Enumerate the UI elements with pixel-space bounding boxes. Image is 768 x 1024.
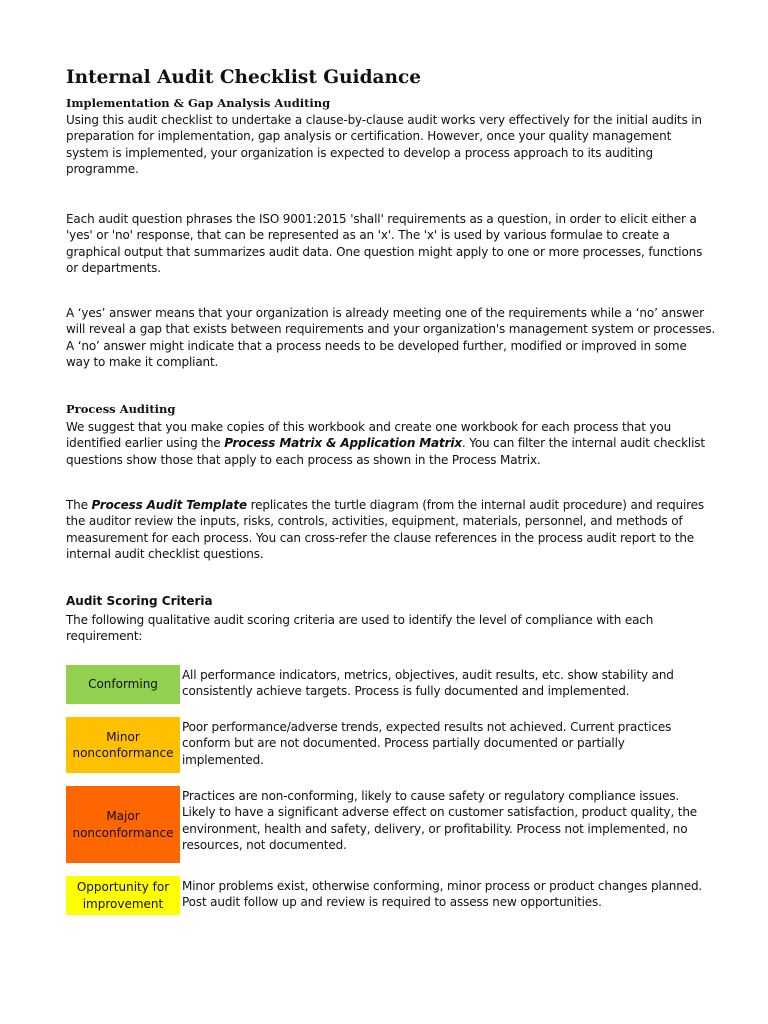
text-line: programme. [66, 162, 139, 177]
paragraph-implementation-2 [66, 211, 706, 277]
section-heading-audit-scoring: Audit Scoring Criteria [66, 594, 213, 608]
criterion-label-box [66, 665, 180, 704]
text-line: Practices are non-conforming, likely to cause safety or regulatory compliance issues. [182, 789, 680, 803]
text-segment: identified earlier using the [66, 436, 225, 451]
criterion-description [182, 878, 712, 911]
criterion-label-box [66, 717, 180, 773]
text-line: internal audit checklist questions. [66, 547, 264, 562]
criterion-description [182, 667, 712, 700]
text-line: Minor problems exist, otherwise conforming, minor process or product changes planned. [182, 879, 703, 893]
text-line: or departments. [66, 261, 161, 276]
text-line: system is implemented, your organization is expected to develop a process approach to its auditing [66, 145, 653, 160]
text-line: Likely to have a significant adverse effect on customer satisfaction, product quality, the [182, 805, 698, 820]
criterion-label-box [66, 786, 180, 863]
paragraph-scoring-intro [66, 612, 706, 645]
criterion-description [182, 788, 712, 854]
text-segment: . You can filter the internal audit checklist [461, 436, 705, 451]
paragraph-process-2 [66, 497, 706, 563]
text-line: We suggest that you make copies of this workbook and create one workbook for each process that you [66, 420, 672, 434]
text-line: measurement for each process. You can cross-refer the clause references in the process audit report to the [66, 530, 695, 545]
criterion-label: nonconformance [72, 825, 174, 840]
text-segment: replicates the turtle diagram (from the internal audit procedure) and requires [246, 498, 704, 512]
text-line: Each audit question phrases the ISO 9001:2015 'shall' requirements as a question, in order to elicit either a [66, 212, 697, 226]
emphasis-process-audit-template: Process Audit Template [91, 498, 247, 512]
text-line: A ‘yes’ answer means that your organization is already meeting one of the requirements while a ‘no’ answer [66, 306, 704, 320]
text-segment: The [66, 498, 92, 512]
text-line: Post audit follow up and review is required to assess new opportunities. [182, 895, 602, 910]
criterion-label: Opportunity for [76, 880, 170, 895]
criterion-label-box [66, 876, 180, 915]
criterion-description [182, 719, 712, 768]
text-line: The following qualitative audit scoring criteria are used to identify the level of compliance with each [66, 613, 654, 627]
criterion-label: Conforming [88, 677, 158, 692]
section-heading-process-auditing: Process Auditing [66, 402, 176, 416]
text-line: the auditor review the inputs, risks, controls, activities, equipment, materials, personnel, and methods of [66, 514, 683, 529]
text-line: conform but are not documented. Process partially documented or partially [182, 736, 625, 751]
text-line: Poor performance/adverse trends, expected results not achieved. Current practices [182, 720, 672, 734]
text-line [66, 497, 706, 513]
text-line: way to make it compliant. [66, 355, 219, 370]
text-line: implemented. [182, 752, 264, 767]
text-line: resources, not documented. [182, 838, 347, 853]
criterion-label: nonconformance [72, 746, 174, 760]
page-title: Internal Audit Checklist Guidance [66, 67, 421, 88]
text-line: will reveal a gap that exists between requirements and your organization's management system or processes. [66, 322, 716, 337]
criterion-label: Minor [106, 729, 140, 744]
text-line: preparation for implementation, gap analysis or certification. However, once your quality management [66, 129, 672, 144]
paragraph-process-1 [66, 419, 706, 468]
section-heading-implementation: Implementation & Gap Analysis Auditing [66, 96, 331, 110]
text-line: Using this audit checklist to undertake a clause-by-clause audit works very effectively for the initial audits in [66, 113, 702, 127]
text-line: requirement: [66, 629, 143, 644]
text-line [66, 435, 706, 451]
text-line: questions show those that apply to each process as shown in the Process Matrix. [66, 452, 541, 467]
paragraph-implementation-3 [66, 305, 716, 371]
text-line: consistently achieve targets. Process is fully documented and implemented. [182, 684, 630, 699]
criterion-label: improvement [82, 896, 164, 911]
emphasis-process-matrix: Process Matrix & Application Matrix [224, 436, 462, 451]
text-line: 'yes' or 'no' response, that can be represented as an 'x'. The 'x' is used by various formulae to create a [66, 228, 670, 243]
text-line: A ‘no’ answer might indicate that a process needs to be developed further, modified or improved in some [66, 338, 687, 353]
text-line: All performance indicators, metrics, objectives, audit results, etc. show stability and [182, 668, 674, 682]
text-line: graphical output that summarizes audit data. One question might apply to one or more processes, functions [66, 244, 703, 259]
paragraph-implementation-1 [66, 112, 706, 178]
text-line: environment, health and safety, delivery, or profitability. Process not implemented, no [182, 821, 688, 836]
criterion-label: Major [106, 809, 140, 824]
